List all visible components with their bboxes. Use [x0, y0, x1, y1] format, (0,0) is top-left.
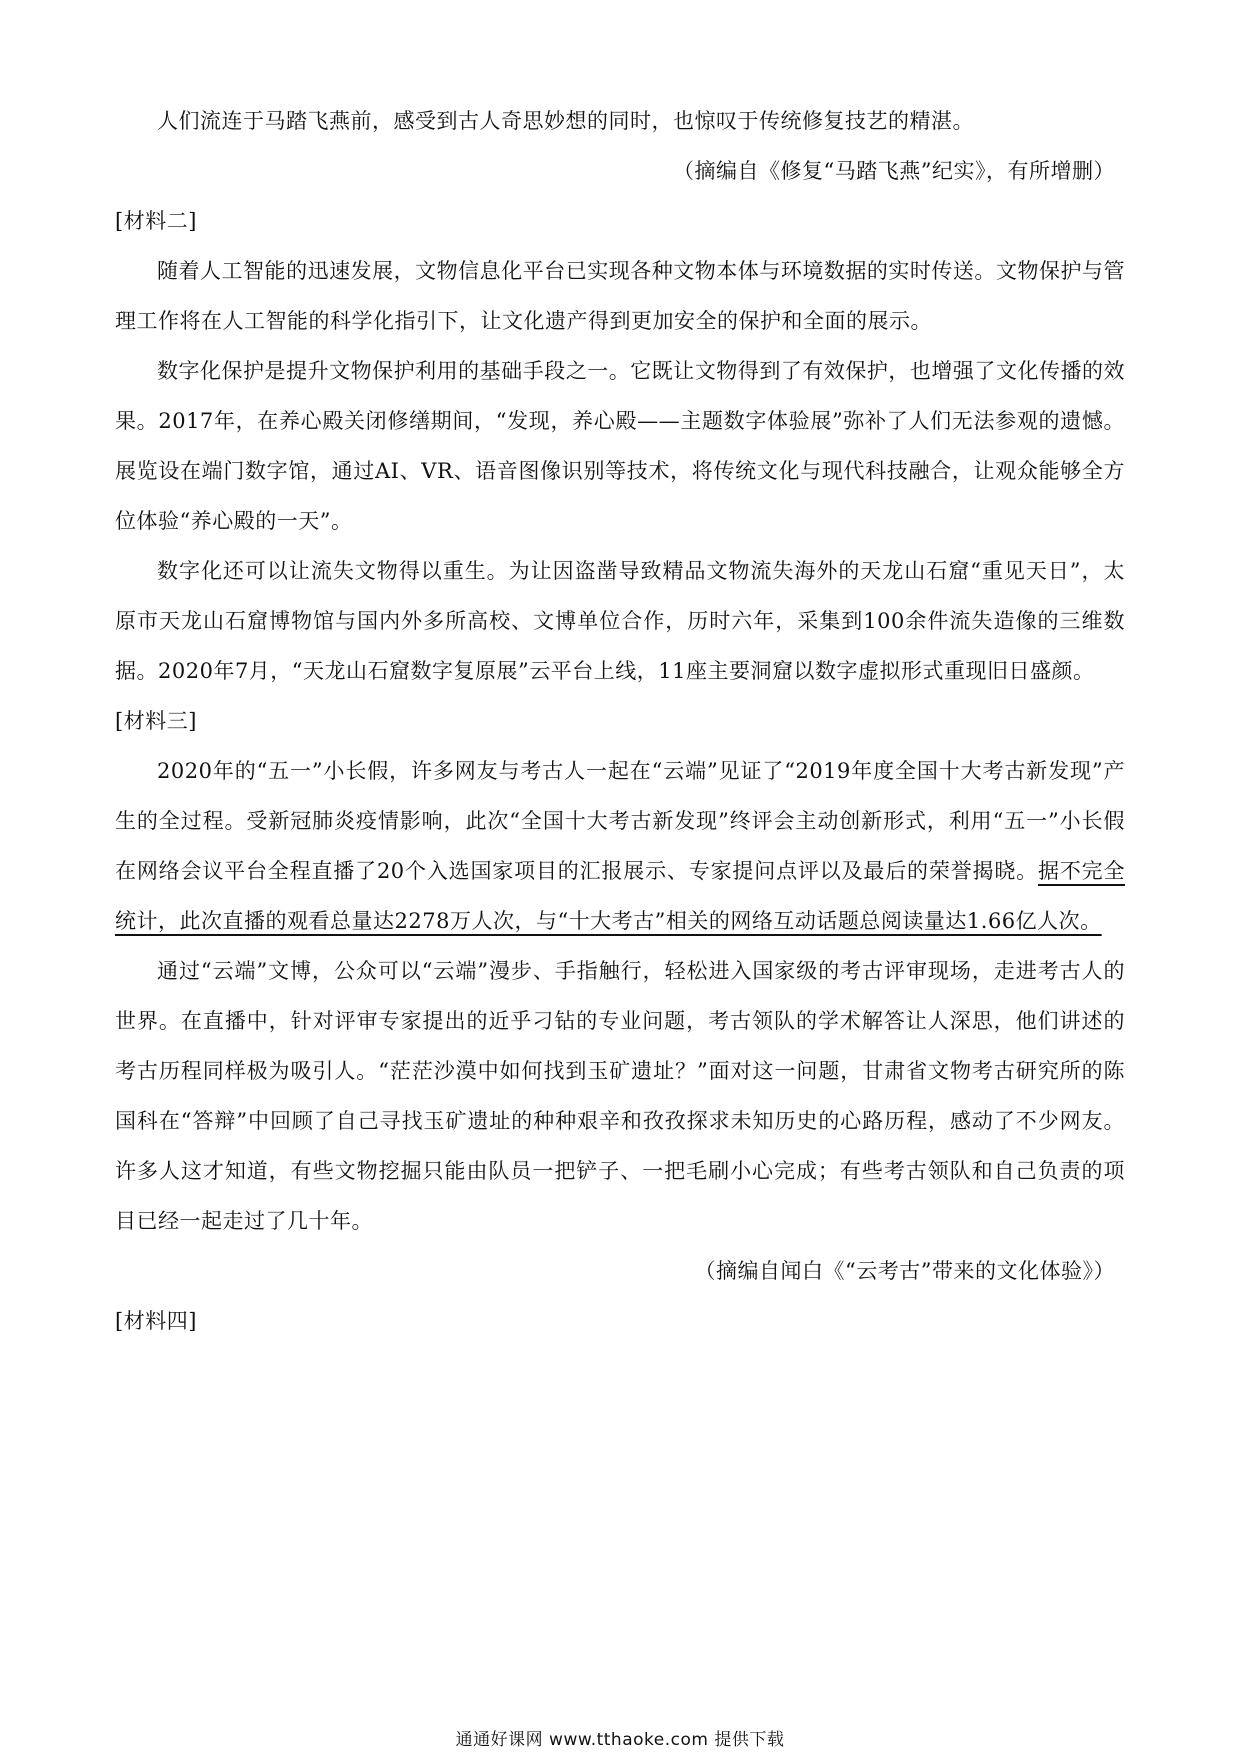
paragraph-cloud-archaeology — [115, 746, 1125, 946]
paragraph-cloud-archaeology-text: 2020年的“五一”小长假，许多网友与考古人一起在“云端”见证了“2019年度全国十大考古新发现”产生的全过程。受新冠肺炎疫情影响，此次“全国十大考古新发现”终评会主动创新形式，利用“五一”小长假在网络会议平台全程直播了20个入选国家项目的汇报展示、专家提问点评以及最后的荣誉揭晓。 — [115, 759, 1125, 883]
page-footer: 通通好课网 www.tthaoke.com 提供下载 — [455, 1730, 785, 1750]
underlined-statistics: 据不完全统计，此次直播的观看总量达2278万人次，与“十大考古”相关的网络互动话题总阅读量达1.66亿人次。 — [115, 859, 1126, 933]
paragraph-mataferyan-closing: 人们流连于马踏飞燕前，感受到古人奇思妙想的同时，也惊叹于传统修复技艺的精湛。 — [157, 109, 974, 133]
source-citation-1: （摘编自《修复“马踏飞燕”纪实》，有所增删） — [673, 159, 1115, 183]
section-heading-material-3: [材料三] — [115, 709, 197, 733]
section-heading-material-4: [材料四] — [115, 1309, 197, 1333]
paragraph-ai-platform: 随着人工智能的迅速发展，文物信息化平台已实现各种文物本体与环境数据的实时传送。文物保护与管理工作将在人工智能的科学化指引下，让文化遗产得到更加安全的保护和全面的展示。 — [115, 259, 1125, 333]
section-heading-material-2: [材料二] — [115, 209, 197, 233]
source-citation-3: （摘编自闻白《“云考古”带来的文化体验》） — [694, 1259, 1115, 1283]
paragraph-tianlongshan: 数字化还可以让流失文物得以重生。为让因盗凿导致精品文物流失海外的天龙山石窟“重见天日”，太原市天龙山石窟博物馆与国内外多所高校、文博单位合作，历时六年，采集到100余件流失造像的三维数据。2020年7月，“天龙山石窟数字复原展”云平台上线，11座主要洞窟以数字虚拟形式重现旧日盛颜。 — [115, 559, 1125, 683]
document-body — [115, 96, 1125, 1346]
paragraph-cloud-museum: 通过“云端”文博，公众可以“云端”漫步、手指触行，轻松进入国家级的考古评审现场，走进考古人的世界。在直播中，针对评审专家提出的近乎刁钻的专业问题，考古领队的学术解答让人深思，他们讲述的考古历程同样极为吸引人。“茫茫沙漠中如何找到玉矿遗址？”面对这一问题，甘肃省文物考古研究所的陈国科在“答辩”中回顾了自己寻找玉矿遗址的种种艰辛和孜孜探求未知历史的心路历程，感动了不少网友。许多人这才知道，有些文物挖掘只能由队员一把铲子、一把毛刷小心完成；有些考古领队和自己负责的项目已经一起走过了几十年。 — [115, 959, 1125, 1233]
paragraph-digital-protection: 数字化保护是提升文物保护利用的基础手段之一。它既让文物得到了有效保护，也增强了文化传播的效果。2017年，在养心殿关闭修缮期间，“发现，养心殿——主题数字体验展”弥补了人们无法参观的遗憾。展览设在端门数字馆，通过AI、VR、语音图像识别等技术，将传统文化与现代科技融合，让观众能够全方位体验“养心殿的一天”。 — [115, 359, 1125, 533]
